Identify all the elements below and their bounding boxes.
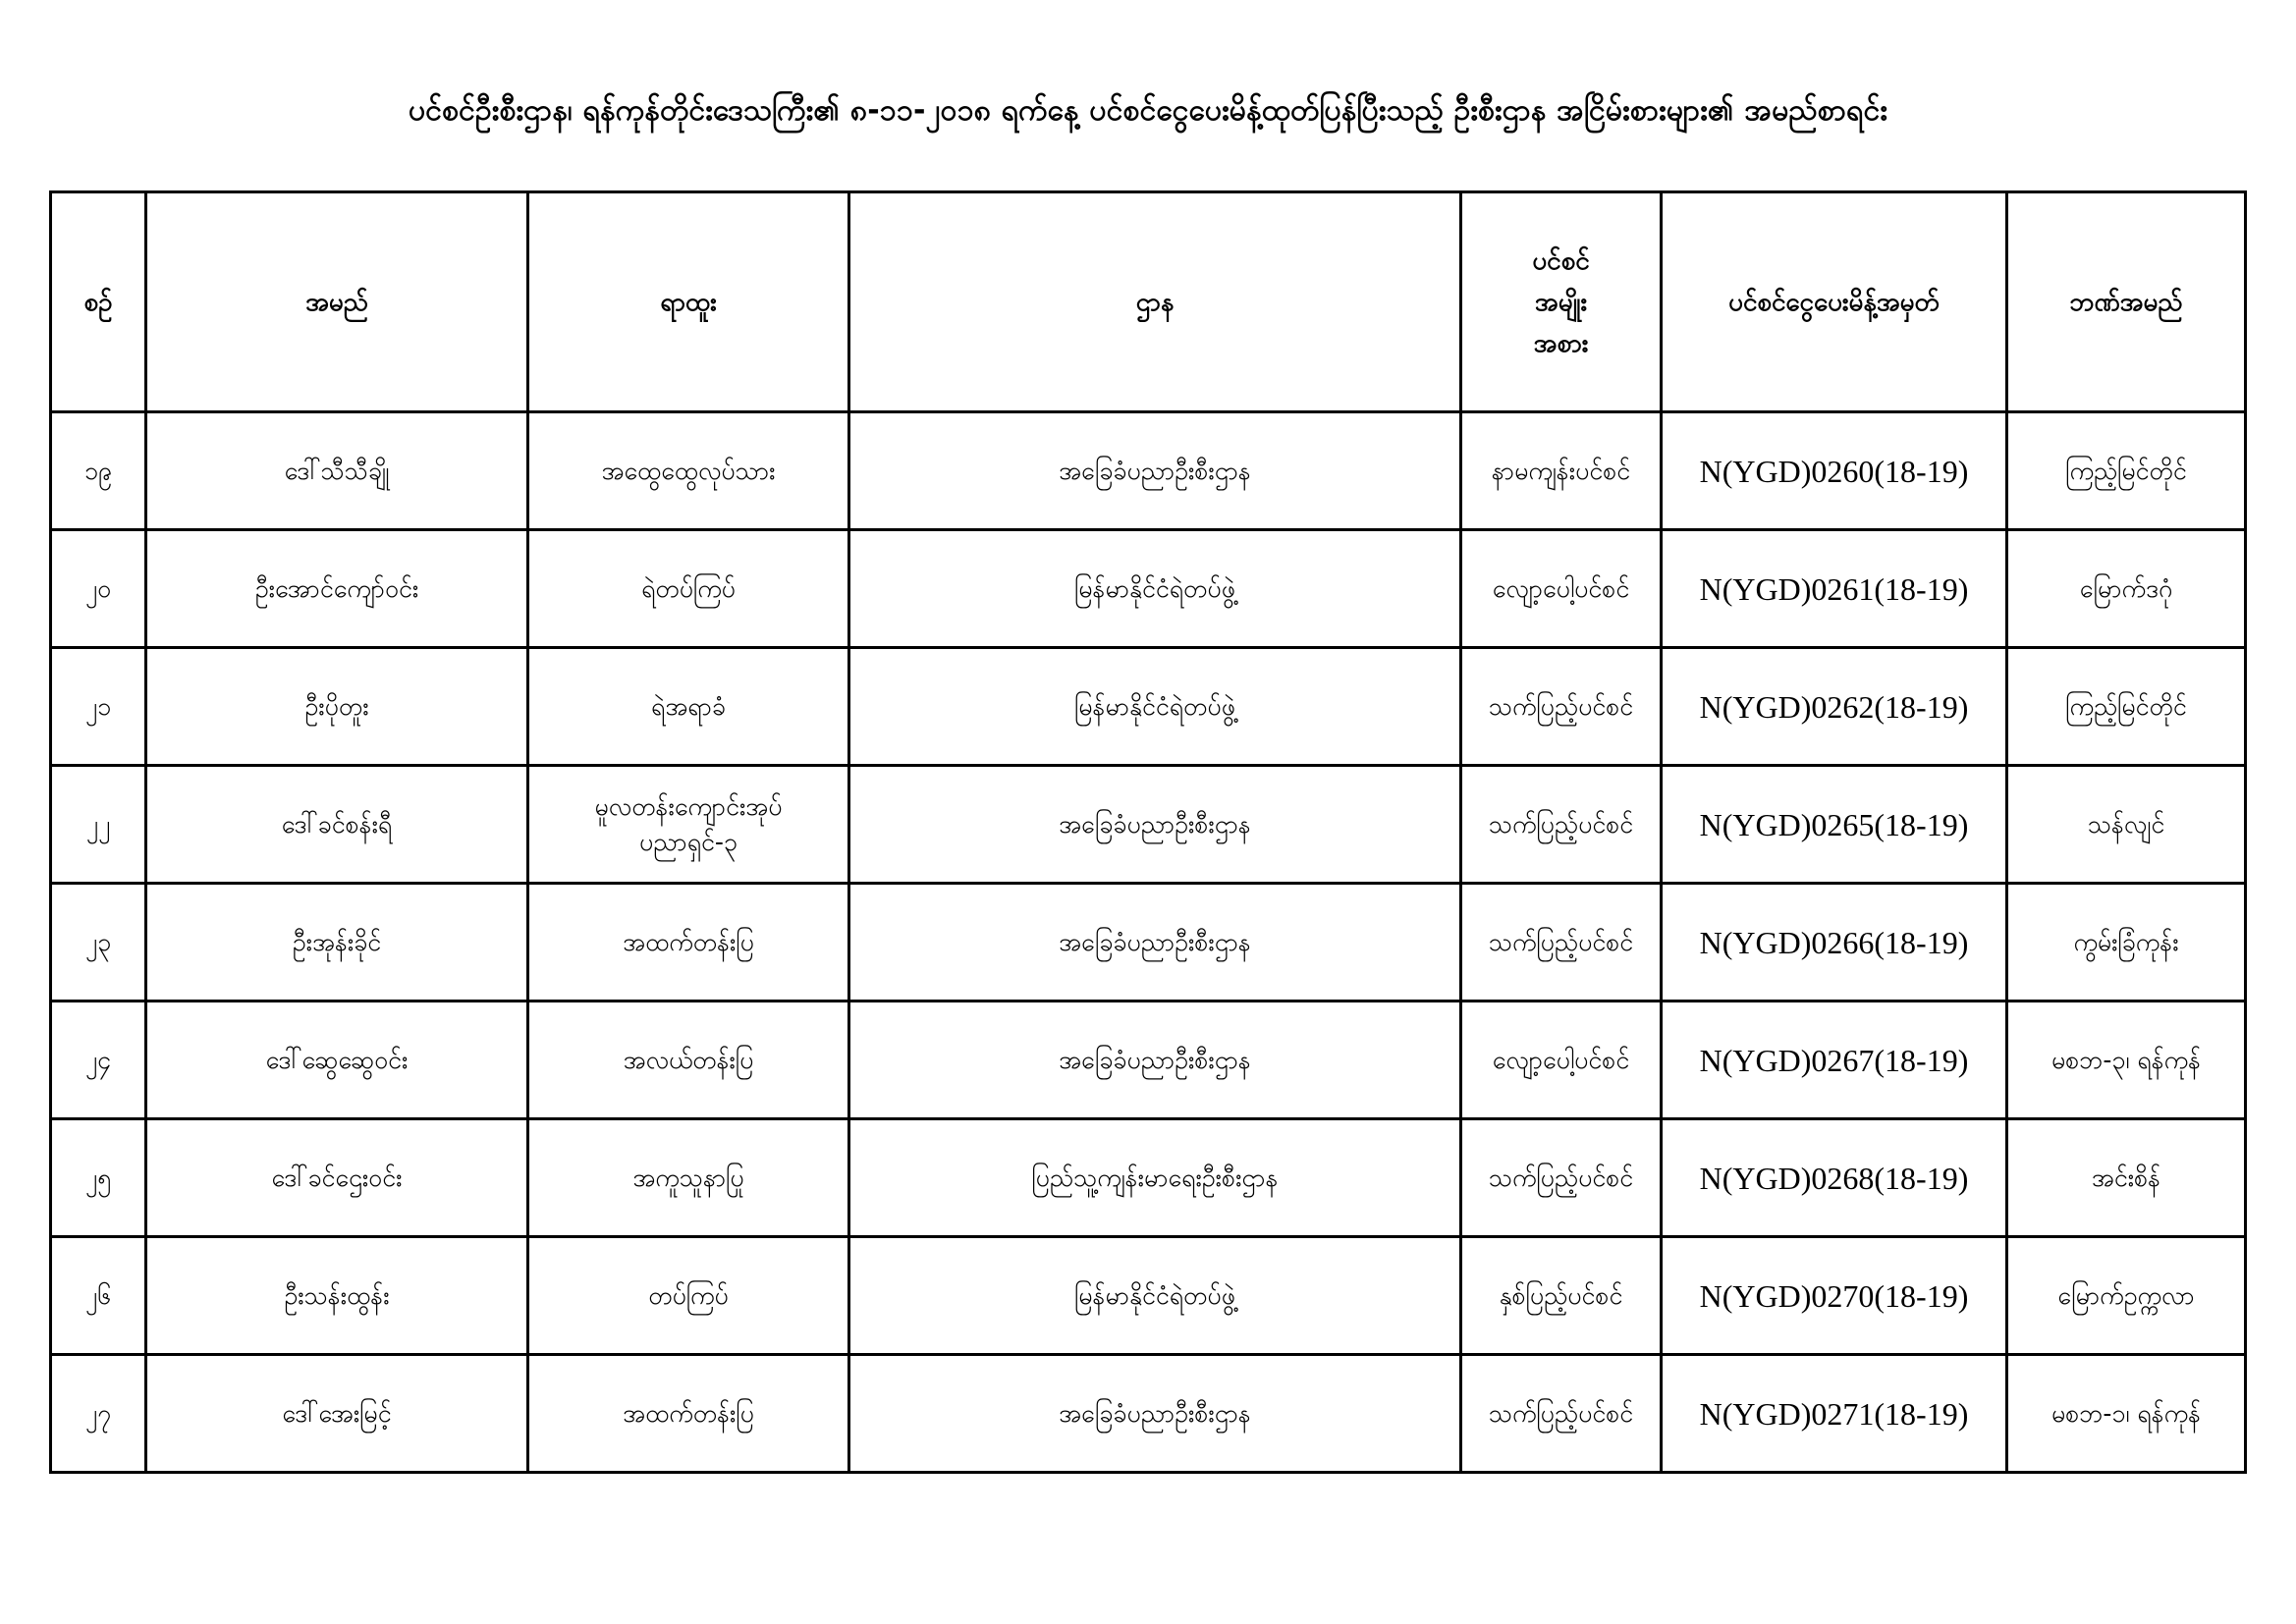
- cell-pension-type: လျော့ပေါ့ပင်စင်: [1461, 1001, 1662, 1119]
- cell-name: ဦးအုန်းခိုင်: [146, 884, 528, 1001]
- cell-position: မူလတန်းကျောင်းအုပ် ပညာရှင်-၃: [528, 766, 849, 884]
- header-department: ဌာန: [849, 192, 1461, 412]
- cell-bank: ကြည့်မြင်တိုင်: [2007, 648, 2246, 766]
- header-name: အမည်: [146, 192, 528, 412]
- cell-bank: မစဘ-၁၊ ရန်ကုန်: [2007, 1355, 2246, 1473]
- header-pension-type: ပင်စင် အမျိုး အစား: [1461, 192, 1662, 412]
- cell-name: ဒေါ်သီသီချို: [146, 412, 528, 530]
- cell-position: အကူသူနာပြု: [528, 1119, 849, 1237]
- cell-department: အခြေခံပညာဦးစီးဌာန: [849, 766, 1461, 884]
- table-row: [51, 884, 2246, 1001]
- cell-no: ၂၆: [51, 1237, 146, 1355]
- cell-bank: သန်လျင်: [2007, 766, 2246, 884]
- cell-position: အထွေထွေလုပ်သား: [528, 412, 849, 530]
- cell-no: ၂၇: [51, 1355, 146, 1473]
- cell-pension-type: သက်ပြည့်ပင်စင်: [1461, 884, 1662, 1001]
- cell-position: တပ်ကြပ်: [528, 1237, 849, 1355]
- cell-no: ၁၉: [51, 412, 146, 530]
- table-row: [51, 412, 2246, 530]
- cell-pension-type: နာမကျန်းပင်စင်: [1461, 412, 1662, 530]
- cell-name: ဦးပိုတူး: [146, 648, 528, 766]
- cell-position: အထက်တန်းပြ: [528, 884, 849, 1001]
- cell-no: ၂၄: [51, 1001, 146, 1119]
- cell-department: အခြေခံပညာဦးစီးဌာန: [849, 412, 1461, 530]
- cell-order-no: N(YGD)0261(18-19): [1662, 530, 2007, 648]
- table-header-row: [51, 192, 2246, 412]
- table-row: [51, 1237, 2246, 1355]
- cell-order-no: N(YGD)0270(18-19): [1662, 1237, 2007, 1355]
- cell-bank: ကြည့်မြင်တိုင်: [2007, 412, 2246, 530]
- cell-name: ဒေါ်ခင်ဌေးဝင်း: [146, 1119, 528, 1237]
- header-position: ရာထူး: [528, 192, 849, 412]
- header-order-no: ပင်စင်ငွေပေးမိန့်အမှတ်: [1662, 192, 2007, 412]
- cell-order-no: N(YGD)0262(18-19): [1662, 648, 2007, 766]
- cell-department: ပြည်သူ့ကျန်းမာရေးဦးစီးဌာန: [849, 1119, 1461, 1237]
- cell-name: ဒေါ်အေးမြင့်: [146, 1355, 528, 1473]
- header-bank: ဘဏ်အမည်: [2007, 192, 2246, 412]
- cell-pension-type: သက်ပြည့်ပင်စင်: [1461, 648, 1662, 766]
- table-row: [51, 1355, 2246, 1473]
- header-no: စဉ်: [51, 192, 146, 412]
- table-row: [51, 1001, 2246, 1119]
- cell-order-no: N(YGD)0260(18-19): [1662, 412, 2007, 530]
- cell-department: မြန်မာနိုင်ငံရဲတပ်ဖွဲ့: [849, 648, 1461, 766]
- cell-pension-type: လျော့ပေါ့ပင်စင်: [1461, 530, 1662, 648]
- cell-order-no: N(YGD)0267(18-19): [1662, 1001, 2007, 1119]
- cell-order-no: N(YGD)0271(18-19): [1662, 1355, 2007, 1473]
- cell-department: မြန်မာနိုင်ငံရဲတပ်ဖွဲ့: [849, 1237, 1461, 1355]
- cell-pension-type: သက်ပြည့်ပင်စင်: [1461, 766, 1662, 884]
- table-row: [51, 530, 2246, 648]
- cell-name: ဒေါ်ဆွေဆွေဝင်း: [146, 1001, 528, 1119]
- cell-order-no: N(YGD)0265(18-19): [1662, 766, 2007, 884]
- cell-position: အလယ်တန်းပြ: [528, 1001, 849, 1119]
- cell-bank: မြောက်ဒဂုံ: [2007, 530, 2246, 648]
- table-row: [51, 1119, 2246, 1237]
- cell-no: ၂၅: [51, 1119, 146, 1237]
- cell-position: ရဲတပ်ကြပ်: [528, 530, 849, 648]
- cell-no: ၂၂: [51, 766, 146, 884]
- cell-name: ဦးသန်းထွန်း: [146, 1237, 528, 1355]
- cell-bank: ကွမ်းခြံကုန်း: [2007, 884, 2246, 1001]
- cell-position: ရဲအရာခံ: [528, 648, 849, 766]
- cell-name: ဦးအောင်ကျော်ဝင်း: [146, 530, 528, 648]
- cell-bank: မစဘ-၃၊ ရန်ကုန်: [2007, 1001, 2246, 1119]
- cell-department: အခြေခံပညာဦးစီးဌာန: [849, 1001, 1461, 1119]
- cell-department: အခြေခံပညာဦးစီးဌာန: [849, 1355, 1461, 1473]
- cell-order-no: N(YGD)0266(18-19): [1662, 884, 2007, 1001]
- cell-pension-type: သက်ပြည့်ပင်စင်: [1461, 1119, 1662, 1237]
- table-row: [51, 648, 2246, 766]
- cell-bank: မြောက်ဥက္ကလာ: [2007, 1237, 2246, 1355]
- cell-no: ၂၁: [51, 648, 146, 766]
- cell-bank: အင်းစိန်: [2007, 1119, 2246, 1237]
- cell-order-no: N(YGD)0268(18-19): [1662, 1119, 2007, 1237]
- cell-department: အခြေခံပညာဦးစီးဌာန: [849, 884, 1461, 1001]
- table-row: [51, 766, 2246, 884]
- cell-no: ၂၃: [51, 884, 146, 1001]
- cell-no: ၂၀: [51, 530, 146, 648]
- cell-name: ဒေါ်ခင်စန်းရီ: [146, 766, 528, 884]
- cell-position: အထက်တန်းပြ: [528, 1355, 849, 1473]
- document-title: ပင်စင်ဦးစီးဌာန၊ ရန်ကုန်တိုင်းဒေသကြီး၏ ၈-၁၁-၂၀၁၈ ရက်နေ့ ပင်စင်ငွေပေးမိန့်ထုတ်ပြန်ပြီးသည့် ဦးစီးဌာန အငြိမ်းစားများ၏ အမည်စာရင်း: [408, 93, 1888, 128]
- pensioner-table: [49, 190, 2247, 1474]
- cell-department: မြန်မာနိုင်ငံရဲတပ်ဖွဲ့: [849, 530, 1461, 648]
- cell-pension-type: နှစ်ပြည့်ပင်စင်: [1461, 1237, 1662, 1355]
- cell-pension-type: သက်ပြည့်ပင်စင်: [1461, 1355, 1662, 1473]
